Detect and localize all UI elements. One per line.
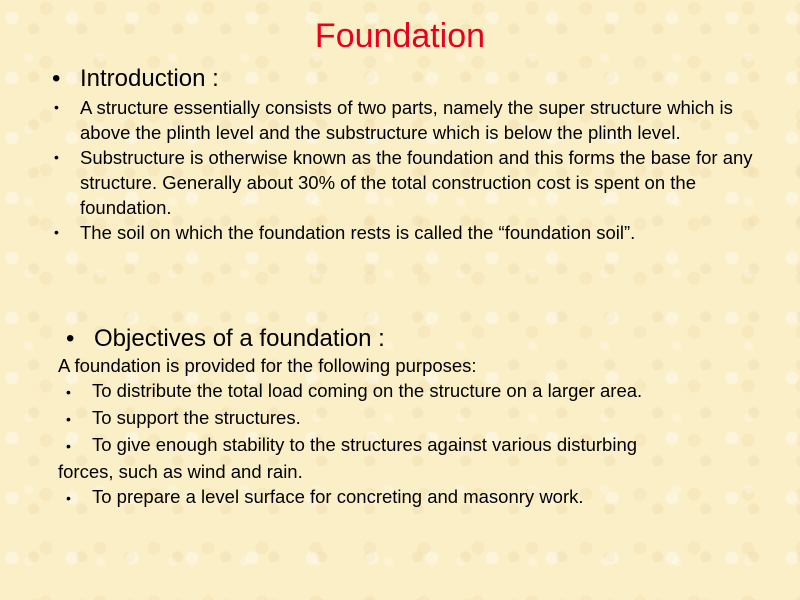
bullet-icon: •: [66, 384, 71, 400]
list-item: [54, 95, 774, 145]
bullet-icon: •: [54, 99, 59, 115]
list-item: [58, 432, 778, 459]
introduction-list: [54, 95, 774, 245]
objective-point-4: To prepare a level surface for concreting and masonry work.: [92, 486, 584, 507]
bullet-icon: •: [54, 224, 59, 240]
objectives-body: [58, 353, 778, 511]
objective-point-1: To distribute the total load coming on the structure on a larger area.: [92, 380, 643, 401]
bullet-icon: •: [66, 411, 71, 427]
objective-point-2: To support the structures.: [92, 407, 301, 428]
objective-point-3-continuation: forces, such as wind and rain.: [58, 461, 303, 482]
list-item: [58, 484, 778, 511]
objectives-heading: [66, 324, 385, 354]
bullet-icon: •: [66, 325, 75, 352]
objectives-lead: A foundation is provided for the following purposes:: [58, 355, 477, 376]
bullet-icon: •: [54, 149, 59, 165]
list-item: [54, 145, 774, 220]
introduction-heading: [52, 64, 219, 94]
introduction-point-2: Substructure is otherwise known as the foundation and this forms the base for any structure. Generally about 30% of the total construction cost is spent on the foundation.: [80, 147, 753, 218]
introduction-point-3: The soil on which the foundation rests is called the “foundation soil”.: [80, 222, 636, 243]
bullet-icon: •: [66, 490, 71, 506]
bullet-icon: •: [52, 65, 61, 92]
objective-point-3: To give enough stability to the structures against various disturbing: [92, 434, 638, 455]
objectives-heading-text: Objectives of a foundation :: [94, 325, 385, 352]
list-item: [58, 378, 778, 405]
slide-title: Foundation: [314, 17, 486, 55]
introduction-point-1: A structure essentially consists of two parts, namely the super structure which is above the plinth level and the substructure which is below the plinth level.: [80, 97, 733, 143]
introduction-heading-text: Introduction :: [80, 65, 219, 92]
list-item: [54, 220, 774, 245]
bullet-icon: •: [66, 438, 71, 454]
list-item: [58, 405, 778, 432]
